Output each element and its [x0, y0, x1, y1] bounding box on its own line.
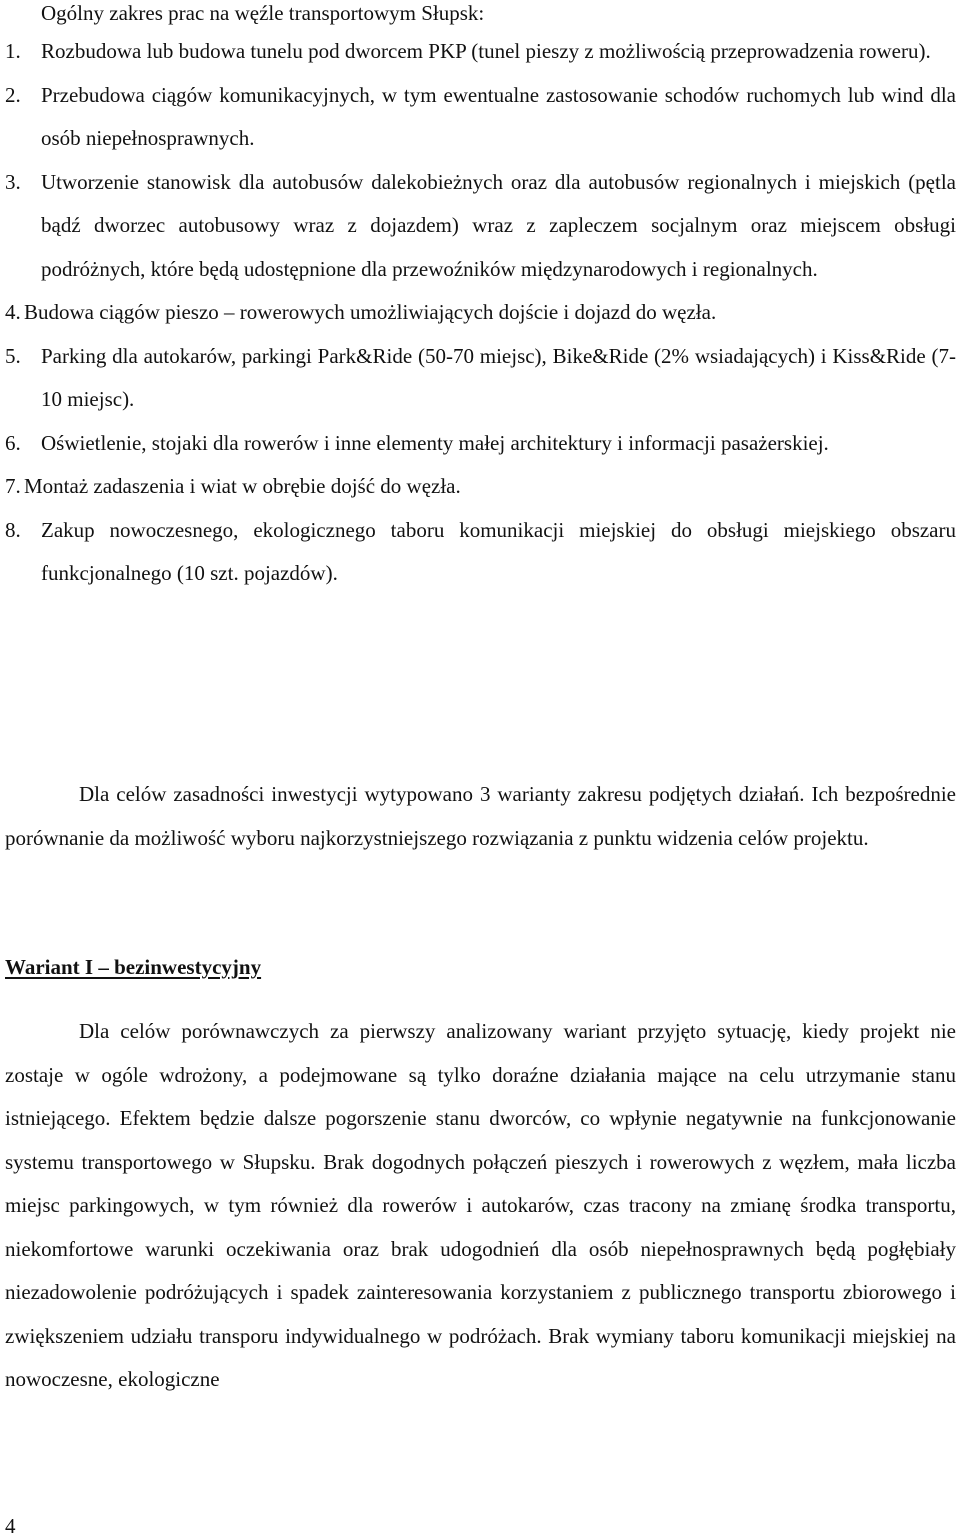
variant-1-paragraph: Dla celów porównawczych za pierwszy analizowany wariant przyjęto sytuację, kiedy projekt nie zostaje w ogóle wdrożony, a podejmowane są tylko doraźne działania mające na celu utrzymanie stanu istniejącego. Efektem będzie dalsze pogorszenie stanu dworców, co wpłynie negatywnie na funkcjonowanie systemu transportowego w Słupsku. Brak dogodnych połączeń pieszych i rowerowych z węzłem, mała liczba miejsc parkingowych, w tym również dla rowerów i autokarów, czas tracony na zmianę środka transportu, niekomfortowe warunki oczekiwania oraz brak udogodnień dla osób niepełnosprawnych będą pogłębiały niezadowolenie podróżujących i spadek zainteresowania korzystaniem z publicznego transportu zbiorowego i zwiększeniem udziału transporu indywidualnego w podróżach. Brak wymiany taboru komunikacji miejskiej na nowoczesne, ekologiczne: [5, 1019, 956, 1391]
list-item-number: 6.: [5, 430, 21, 455]
list-item: [0, 291, 956, 335]
list-item-text: Rozbudowa lub budowa tunelu pod dworcem PKP (tunel pieszy z możliwością przeprowadzenia roweru).: [41, 39, 931, 63]
list-item: [0, 509, 956, 596]
list-item: [0, 465, 956, 509]
list-item-text: Przebudowa ciągów komunikacyjnych, w tym ewentualne zastosowanie schodów ruchomych lub wind dla osób niepełnosprawnych.: [41, 82, 956, 150]
variants-paragraph: Dla celów zasadności inwestycji wytypowano 3 warianty zakresu podjętych działań. Ich bezpośrednie porównanie da możliwość wyboru najkorzystniejszego rozwiązania z punktu widzenia celów projektu.: [5, 782, 956, 850]
list-item-number: 5.: [5, 343, 21, 368]
list-item-number: 2.: [5, 82, 21, 107]
list-item-text: Utworzenie stanowisk dla autobusów dalekobieżnych oraz dla autobusów regionalnych i miejskich (pętla bądź dworzec autobusowy wraz z dojazdem) wraz z zapleczem socjalnym oraz miejscem obsługi podróżnych, które będą udostępnione dla przewoźników międzynarodowych i regionalnych.: [41, 169, 956, 281]
variant-1-heading: Wariant I – bezinwestycyjny: [5, 955, 262, 979]
list-item-text: Budowa ciągów pieszo – rowerowych umożliwiających dojście i dojazd do węzła.: [24, 300, 717, 324]
list-item-text: Oświetlenie, stojaki dla rowerów i inne elementy małej architektury i informacji pasażerskiej.: [41, 430, 829, 455]
list-item: [0, 161, 956, 292]
list-item-number: 8.: [5, 517, 21, 542]
list-item: [0, 335, 956, 422]
works-list: [0, 30, 956, 596]
list-item-text: Zakup nowoczesnego, ekologicznego taboru komunikacji miejskiej do obsługi miejskiego obszaru funkcjonalnego (10 szt. pojazdów).: [41, 517, 956, 585]
intro-text: Ogólny zakres prac na węźle transportowym Słupsk:: [41, 1, 485, 25]
list-item-text: Montaż zadaszenia i wiat w obrębie dojść do węzła.: [24, 474, 461, 498]
list-item-number: 1.: [5, 39, 21, 63]
list-item: [0, 422, 956, 466]
list-item-number: 3.: [5, 169, 21, 194]
list-item-text: Parking dla autokarów, parkingi Park&Ride (50-70 miejsc), Bike&Ride (2% wsiadających) i Kiss&Ride (7-10 miejsc).: [41, 343, 956, 411]
list-item-number: 7.: [5, 474, 21, 498]
page-number: 4: [5, 1514, 16, 1538]
list-item-number: 4.: [5, 300, 21, 324]
list-item: [0, 30, 956, 74]
list-item: [0, 74, 956, 161]
